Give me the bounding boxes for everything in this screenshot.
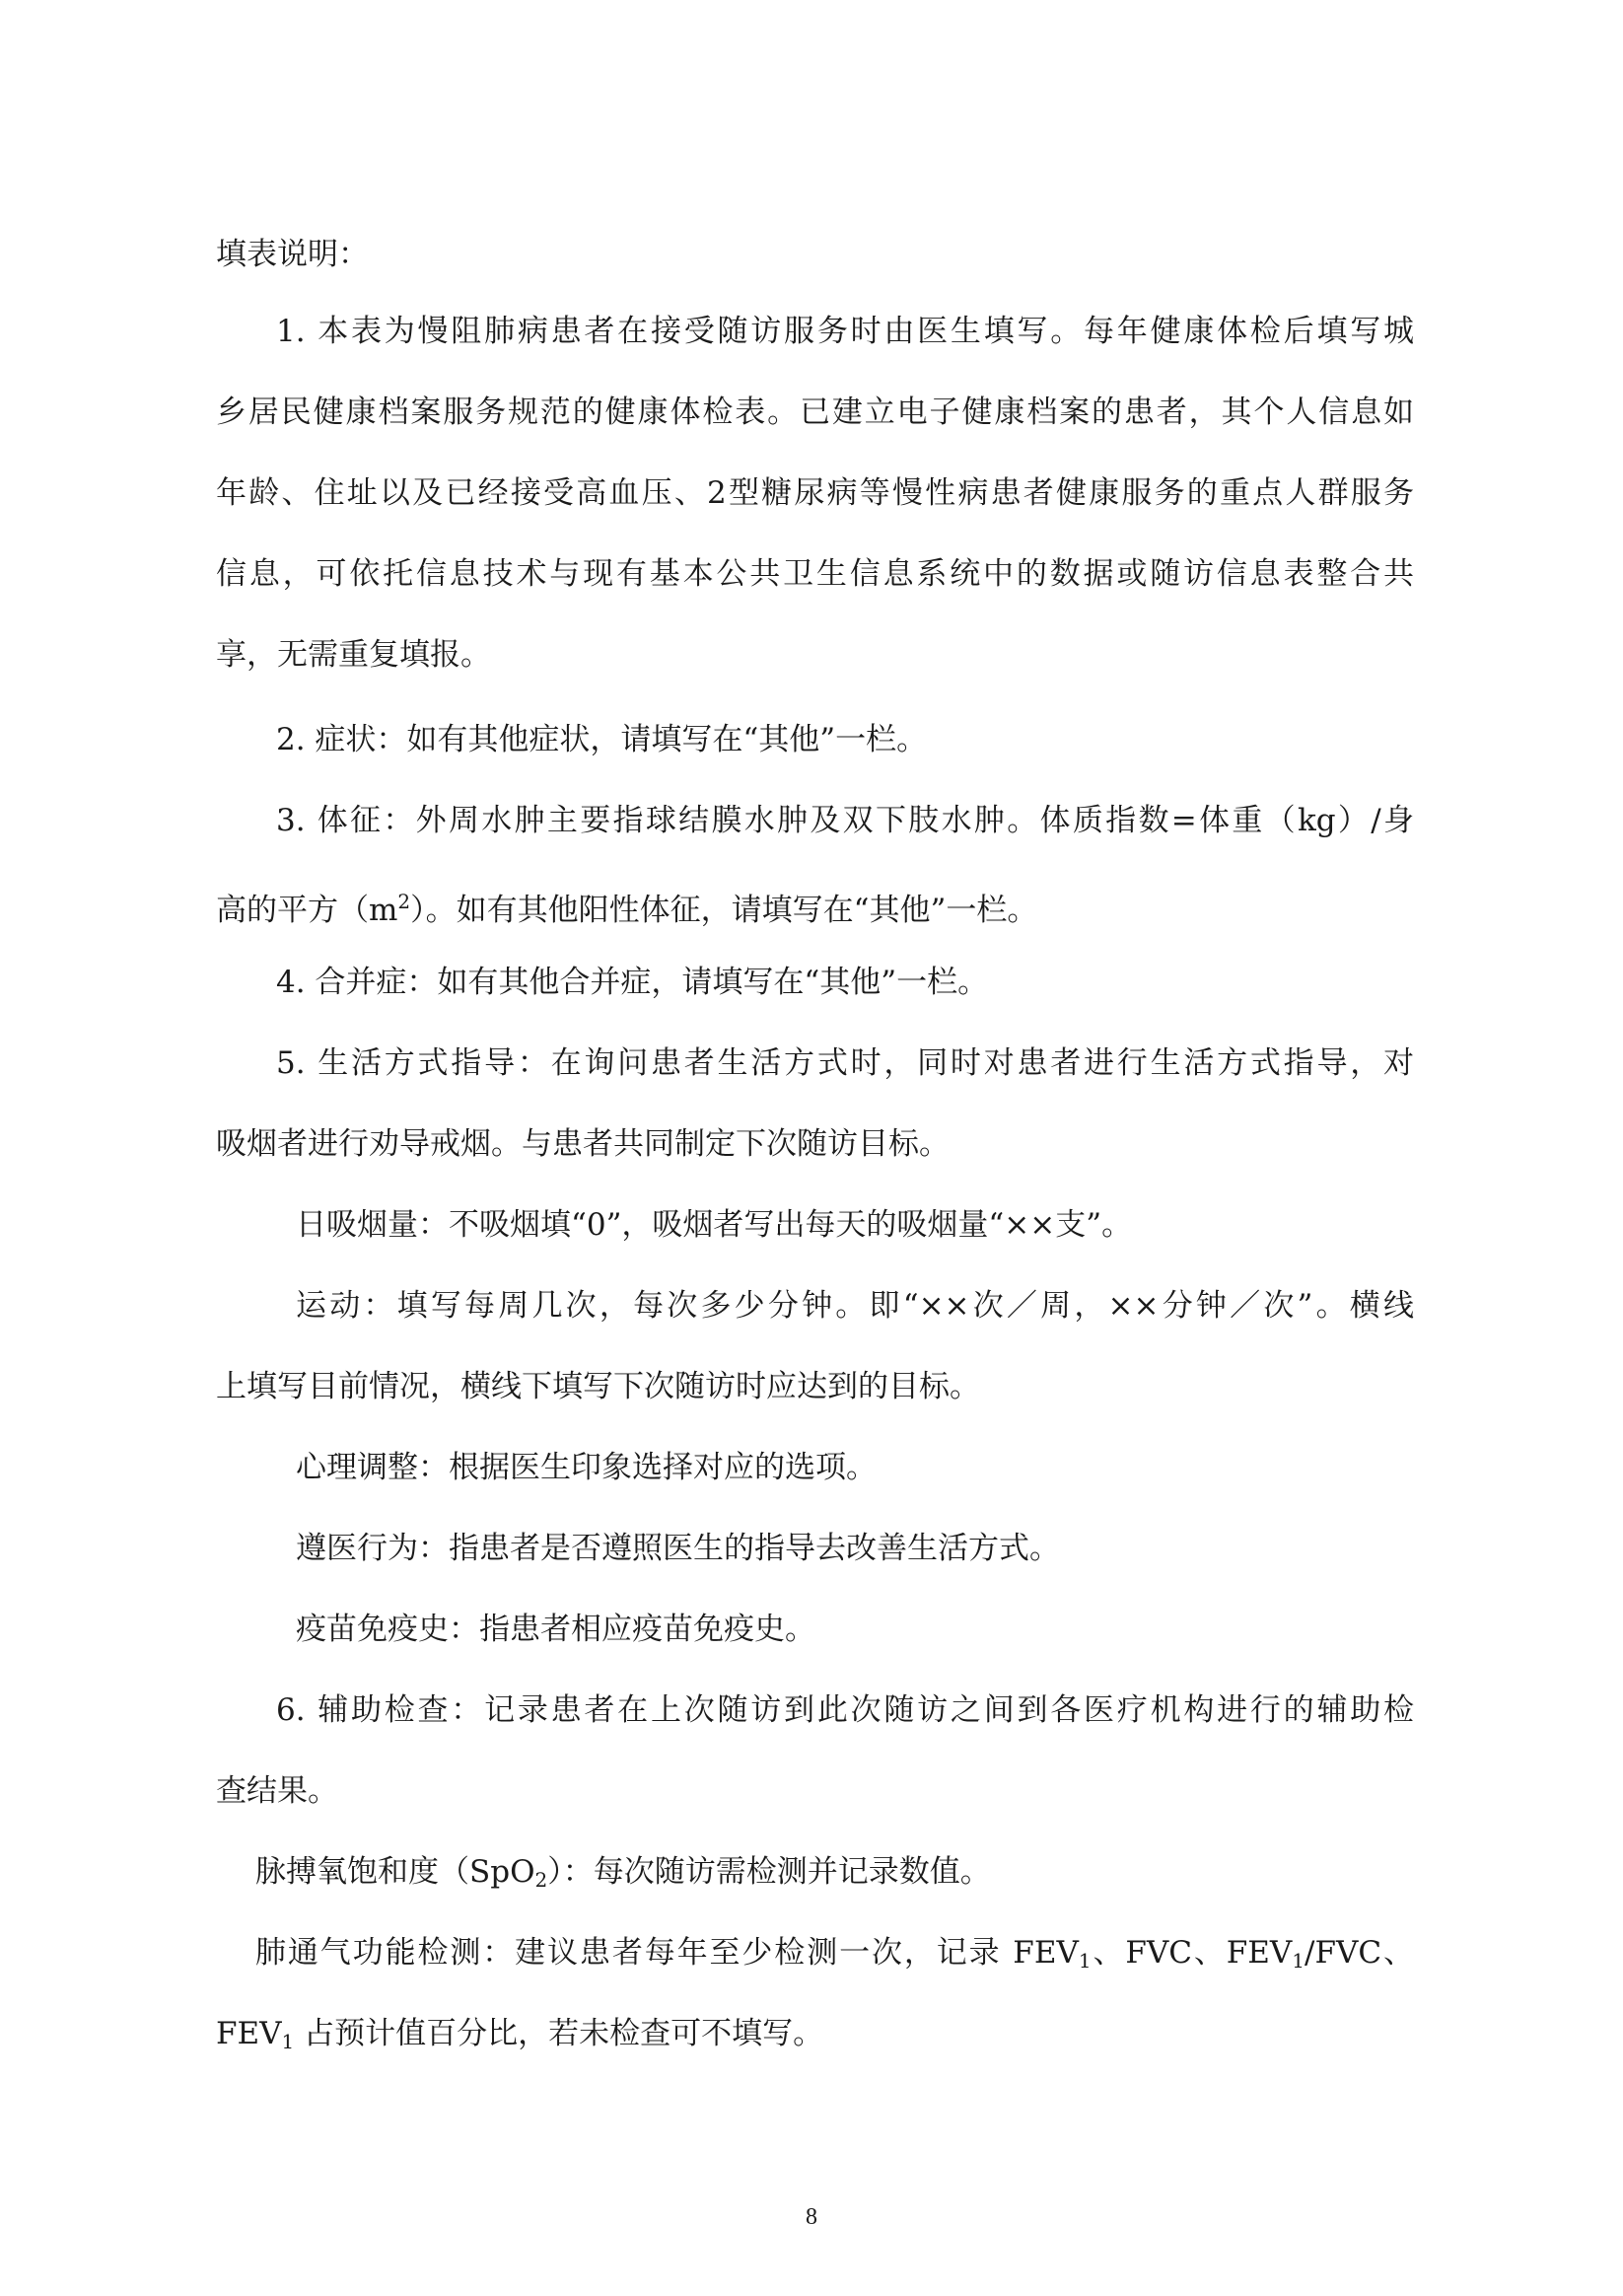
item6-line1: 6. 辅助检查：记录患者在上次随访到此次随访之间到各医疗机构进行的辅助检 [276,1692,1414,1728]
page-number: 8 [806,2204,817,2230]
item5-compliance: 遵医行为：指患者是否遵照医生的指导去改善生活方式。 [296,1531,1060,1566]
item3-line1: 3. 体征：外周水肿主要指球结膜水肿及双下肢水肿。体质指数=体重（kg）/身 [276,803,1414,838]
item5-exercise-line1: 运动：填写每周几次，每次多少分钟。即“××次／周，××分钟／次”。横线 [296,1288,1414,1324]
item6-line2: 查结果。 [216,1773,338,1809]
item5-psych: 心理调整：根据医生印象选择对应的选项。 [296,1450,877,1485]
item1-line1: 1. 本表为慢阻肺病患者在接受随访服务时由医生填写。每年健康体检后填写城 [276,314,1414,349]
item5-smoking: 日吸烟量：不吸烟填“0”，吸烟者写出每天的吸烟量“××支”。 [296,1207,1133,1243]
item5-line2: 吸烟者进行劝导戒烟。与患者共同制定下次随访目标。 [216,1126,950,1162]
item6-spo2: 脉搏氧饱和度（SpO$_2$）：每次随访需检测并记录数值。 [255,1854,991,1892]
item5-line1: 5. 生活方式指导：在询问患者生活方式时，同时对患者进行生活方式指导，对 [276,1045,1414,1081]
item5-vaccine: 疫苗免疫史：指患者相应疫苗免疫史。 [296,1612,815,1647]
item5-exercise-line2: 上填写目前情况，横线下填写下次随访时应达到的目标。 [216,1369,980,1404]
item1-line4: 信息，可依托信息技术与现有基本公共卫生信息系统中的数据或随访信息表整合共 [216,556,1414,592]
item1-line2: 乡居民健康档案服务规范的健康体检表。已建立电子健康档案的患者，其个人信息如 [216,395,1414,430]
item1-line3: 年龄、住址以及已经接受高血压、2型糖尿病等慢性病患者健康服务的重点人群服务 [216,475,1414,511]
item4-comorbidity: 4. 合并症：如有其他合并症，请填写在“其他”一栏。 [276,965,989,1000]
item1-line5: 享，无需重复填报。 [216,637,491,673]
instructions-heading: 填表说明： [216,237,369,272]
item6-pft-line2: $FEV_1$ 占预计值百分比，若未检查可不填写。 [216,2016,824,2053]
item2-symptoms: 2. 症状：如有其他症状，请填写在“其他”一栏。 [276,722,928,757]
item3-line2: 高的平方$(m^2)$。如有其他阳性体征，请填写在“其他”一栏。 [216,890,1038,928]
item6-pft-line1: 肺通气功能检测：建议患者每年至少检测一次，记录 $FEV_1$、FVC、$FEV_1$/FVC、 [255,1935,1414,1973]
